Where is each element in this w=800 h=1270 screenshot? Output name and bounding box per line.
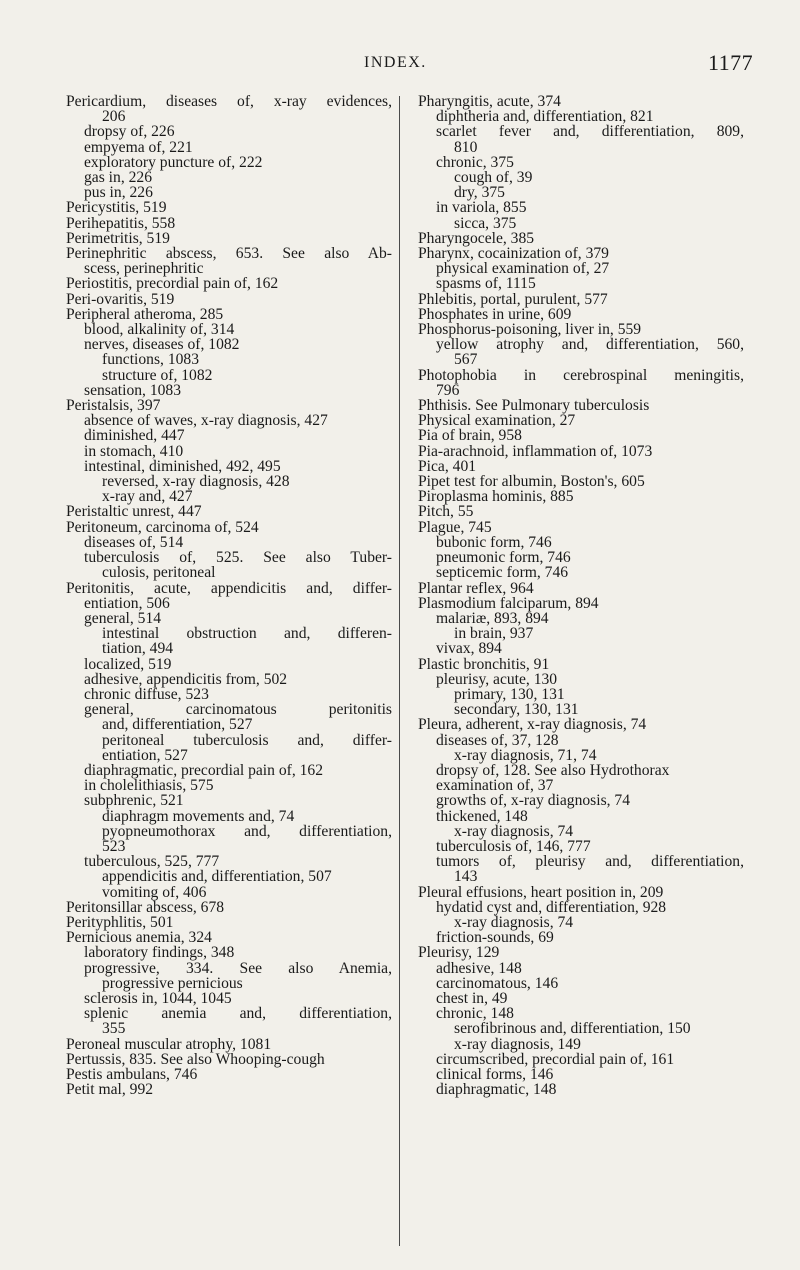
index-entry: Perinephritic abscess, 653. See also Ab- xyxy=(66,245,392,263)
index-entry: vivax, 894 xyxy=(436,640,502,658)
index-entry: x-ray diagnosis, 74 xyxy=(454,822,574,840)
index-entry: Perihepatitis, 558 xyxy=(66,214,176,232)
index-entry: Pia-arachnoid, inflammation of, 1073 xyxy=(418,442,653,460)
index-entry: entiation, 506 xyxy=(84,594,170,612)
index-entry: entiation, 527 xyxy=(102,746,188,764)
index-entry: pus in, 226 xyxy=(84,184,153,202)
index-entry: Pleurisy, 129 xyxy=(418,944,500,962)
index-entry: empyema of, 221 xyxy=(84,138,193,156)
index-entry: diaphragm movements and, 74 xyxy=(102,807,295,825)
page-number: 1177 xyxy=(708,50,754,75)
index-entry: Petit mal, 992 xyxy=(66,1081,154,1099)
index-entry: tuberculosis of, 146, 777 xyxy=(436,837,591,855)
index-entry: Peroneal muscular atrophy, 1081 xyxy=(66,1035,272,1053)
index-column-right xyxy=(418,94,744,1097)
index-entry: circumscribed, precordial pain of, 161 xyxy=(436,1050,675,1068)
index-entry: Pericystitis, 519 xyxy=(66,199,167,217)
index-column-left xyxy=(66,94,392,1097)
index-entry: dropsy of, 128. See also Hydrothorax xyxy=(436,761,670,779)
index-entry: Pipet test for albumin, Boston's, 605 xyxy=(418,473,645,491)
index-entry: pleurisy, acute, 130 xyxy=(436,670,558,688)
index-entry: yellow atrophy and, differentiation, 560, xyxy=(436,336,744,354)
index-entry: Periostitis, precordial pain of, 162 xyxy=(66,275,279,293)
index-entry: sicca, 375 xyxy=(454,214,517,232)
index-entry: subphrenic, 521 xyxy=(84,792,184,810)
index-entry: tiation, 494 xyxy=(102,640,174,658)
index-entry: peritoneal tuberculosis and, differ- xyxy=(102,731,392,749)
index-entry: Phosphorus-poisoning, liver in, 559 xyxy=(418,321,642,339)
index-entry: malariæ, 893, 894 xyxy=(436,609,549,627)
index-entry: Pleura, adherent, x-ray diagnosis, 74 xyxy=(418,716,647,734)
index-entry: x-ray diagnosis, 71, 74 xyxy=(454,746,597,764)
index-entry: Photophobia in cerebrospinal meningitis, xyxy=(418,366,744,384)
index-entry: Pitch, 55 xyxy=(418,503,474,521)
index-entry: Pharyngitis, acute, 374 xyxy=(418,93,561,110)
index-entry: localized, 519 xyxy=(84,655,172,673)
index-entry: 355 xyxy=(102,1020,126,1038)
index-entry: friction-sounds, 69 xyxy=(436,929,554,947)
index-entry: Pharyngocele, 385 xyxy=(418,229,535,247)
index-entry: scess, perinephritic xyxy=(84,260,204,278)
index-entry: absence of waves, x-ray diagnosis, 427 xyxy=(84,412,328,430)
index-entry: in cholelithiasis, 575 xyxy=(84,777,214,795)
page-header xyxy=(0,50,800,76)
index-entry: Peritonitis, acute, appendicitis and, differ- xyxy=(66,579,392,597)
index-entry: diseases of, 37, 128 xyxy=(436,731,559,749)
index-entry: x-ray diagnosis, 149 xyxy=(454,1035,581,1053)
index-entry: progressive, 334. See also Anemia, xyxy=(84,959,392,977)
index-entry: in brain, 937 xyxy=(454,625,534,643)
index-entry: tumors of, pleurisy and, differentiation, xyxy=(436,853,744,871)
index-entry: Plastic bronchitis, 91 xyxy=(418,655,550,673)
index-entry: vomiting of, 406 xyxy=(102,883,207,901)
index-entry: culosis, peritoneal xyxy=(102,564,216,582)
index-entry: tuberculous, 525, 777 xyxy=(84,853,220,871)
index-entry: intestinal, diminished, 492, 495 xyxy=(84,457,281,475)
index-entry: Peritoneum, carcinoma of, 524 xyxy=(66,518,259,536)
index-entry: splenic anemia and, differentiation, xyxy=(84,1005,392,1023)
running-title: INDEX. xyxy=(364,54,427,71)
index-entry: diminished, 447 xyxy=(84,427,185,445)
index-entry: exploratory puncture of, 222 xyxy=(84,153,263,171)
index-entry: 143 xyxy=(454,868,478,886)
index-entry: serofibrinous and, differentiation, 150 xyxy=(454,1020,691,1038)
index-entry: growths of, x-ray diagnosis, 74 xyxy=(436,792,631,810)
index-entry: Perityphlitis, 501 xyxy=(66,913,174,931)
index-entry: x-ray diagnosis, 74 xyxy=(454,913,574,931)
index-entry: Peristalsis, 397 xyxy=(66,397,161,415)
index-entry: nerves, diseases of, 1082 xyxy=(84,336,240,354)
index-entry: Pestis ambulans, 746 xyxy=(66,1066,198,1083)
index-entry: functions, 1083 xyxy=(102,351,200,369)
index-entry: gas in, 226 xyxy=(84,169,153,187)
index-entry: progressive pernicious xyxy=(102,974,243,992)
index-entry: Peri-ovaritis, 519 xyxy=(66,290,175,308)
index-entry: physical examination of, 27 xyxy=(436,260,610,278)
index-entry: Plantar reflex, 964 xyxy=(418,579,534,597)
index-entry: 206 xyxy=(102,108,126,126)
index-entry: 523 xyxy=(102,837,126,855)
index-entry: Pernicious anemia, 324 xyxy=(66,929,212,947)
index-entry: thickened, 148 xyxy=(436,807,528,825)
index-entry: primary, 130, 131 xyxy=(454,685,565,703)
column-divider xyxy=(399,96,400,1246)
index-entry: diphtheria and, differentiation, 821 xyxy=(436,108,654,126)
index-entry: Physical examination, 27 xyxy=(418,412,576,430)
index-entry: Phlebitis, portal, purulent, 577 xyxy=(418,290,608,308)
index-entry: sensation, 1083 xyxy=(84,381,182,399)
index-entry: Pica, 401 xyxy=(418,457,477,475)
index-entry: adhesive, appendicitis from, 502 xyxy=(84,670,288,688)
index-entry: laboratory findings, 348 xyxy=(84,944,235,962)
index-entry: cough of, 39 xyxy=(454,169,533,187)
index-entry: hydatid cyst and, differentiation, 928 xyxy=(436,898,667,916)
index-entry: 810 xyxy=(454,138,478,156)
index-entry: dropsy of, 226 xyxy=(84,123,175,141)
index-entry: blood, alkalinity of, 314 xyxy=(84,321,235,339)
index-entry: Plague, 745 xyxy=(418,518,492,536)
index-entry: Pia of brain, 958 xyxy=(418,427,522,445)
index-entry: diaphragmatic, precordial pain of, 162 xyxy=(84,761,324,779)
index-entry: diseases of, 514 xyxy=(84,533,184,551)
index-entry: diaphragmatic, 148 xyxy=(436,1081,557,1099)
index-entry: bubonic form, 746 xyxy=(436,533,552,551)
index-entry: reversed, x-ray diagnosis, 428 xyxy=(102,473,290,491)
index-entry: chronic diffuse, 523 xyxy=(84,685,209,703)
index-entry: 567 xyxy=(454,351,478,369)
index-entry: Pharynx, cocainization of, 379 xyxy=(418,245,609,263)
index-entry: 796 xyxy=(436,381,460,399)
index-entry: pneumonic form, 746 xyxy=(436,549,571,567)
index-entry: Phosphates in urine, 609 xyxy=(418,305,572,323)
index-entry: chronic, 148 xyxy=(436,1005,514,1023)
index-entry: general, carcinomatous peritonitis xyxy=(84,701,392,719)
index-entry: Piroplasma hominis, 885 xyxy=(418,488,574,506)
index-entry: chronic, 375 xyxy=(436,153,514,171)
index-entry: carcinomatous, 146 xyxy=(436,974,559,992)
index-entry: structure of, 1082 xyxy=(102,366,213,384)
index-entry: pyopneumothorax and, differentiation, xyxy=(102,822,392,840)
index-entry: Perimetritis, 519 xyxy=(66,229,170,247)
index-entry: general, 514 xyxy=(84,609,162,627)
index-entry: examination of, 37 xyxy=(436,777,554,795)
index-entry: Pleural effusions, heart position in, 209 xyxy=(418,883,664,901)
index-entry: dry, 375 xyxy=(454,184,505,202)
index-entry: in variola, 855 xyxy=(436,199,527,217)
index-entry: septicemic form, 746 xyxy=(436,564,569,582)
index-entry: x-ray and, 427 xyxy=(102,488,193,506)
index-entry: in stomach, 410 xyxy=(84,442,184,460)
index-entry: Peristaltic unrest, 447 xyxy=(66,503,202,521)
index-entry: secondary, 130, 131 xyxy=(454,701,579,719)
index-entry: Pertussis, 835. See also Whooping-cough xyxy=(66,1050,325,1068)
index-entry: Phthisis. See Pulmonary tuberculosis xyxy=(418,397,650,415)
index-entry: Plasmodium falciparum, 894 xyxy=(418,594,599,612)
index-entry: sclerosis in, 1044, 1045 xyxy=(84,989,232,1007)
index-entry: appendicitis and, differentiation, 507 xyxy=(102,868,332,886)
index-entry: tuberculosis of, 525. See also Tuber- xyxy=(84,549,392,567)
index-entry: Peritonsillar abscess, 678 xyxy=(66,898,225,916)
index-entry: and, differentiation, 527 xyxy=(102,716,253,734)
index-entry: spasms of, 1115 xyxy=(436,275,536,293)
index-entry: clinical forms, 146 xyxy=(436,1066,554,1083)
index-entry: intestinal obstruction and, differen- xyxy=(102,625,392,643)
index-entry: Pericardium, diseases of, x-ray evidences, xyxy=(66,93,392,110)
index-entry: adhesive, 148 xyxy=(436,959,522,977)
index-entry: Peripheral atheroma, 285 xyxy=(66,305,224,323)
index-entry: chest in, 49 xyxy=(436,989,508,1007)
index-entry: scarlet fever and, differentiation, 809, xyxy=(436,123,744,141)
